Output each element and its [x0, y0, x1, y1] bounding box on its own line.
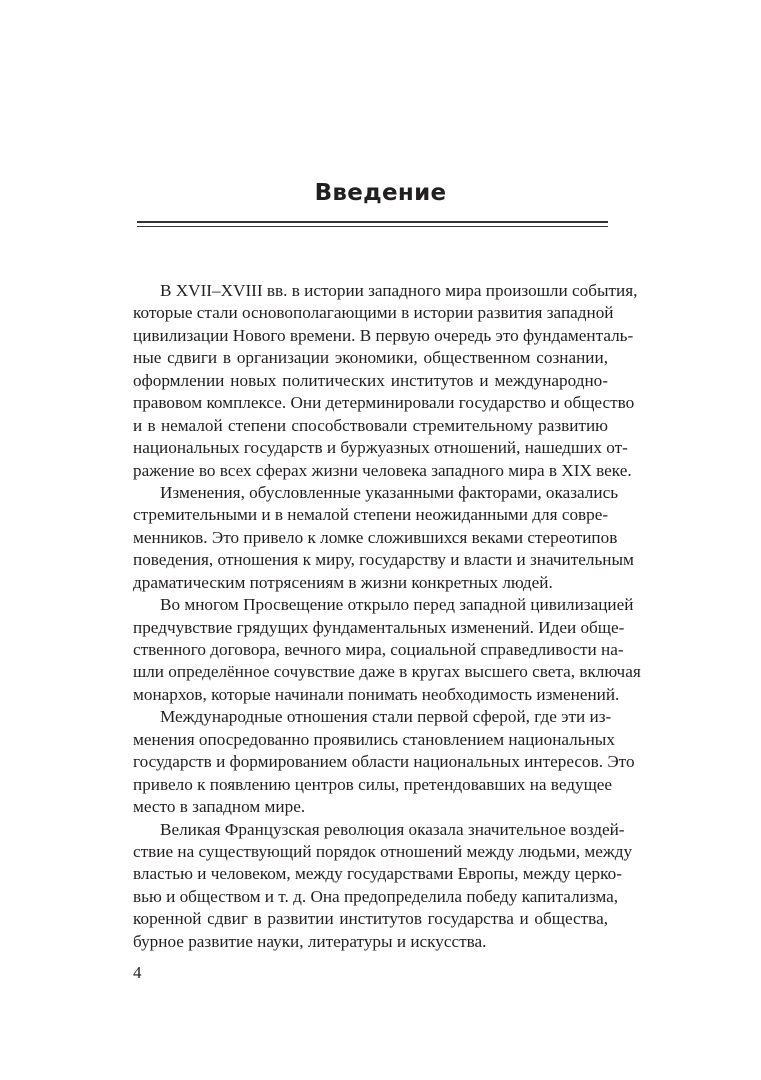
text-line: ствие на существующий порядок отношений между людьми, между — [133, 841, 633, 861]
page-number: 4 — [133, 963, 142, 982]
text-line: оформлении новых политических институтов и международно- — [133, 370, 608, 390]
text-line: и в немалой степени способствовали стремительному развитию — [133, 415, 608, 435]
text-line: поведения, отношения к миру, государству и власти и значительным — [133, 550, 634, 570]
title-rule-bottom — [137, 226, 608, 227]
paragraph — [133, 819, 633, 954]
text-line: правовом комплексе. Они детерминировали государство и общество — [133, 393, 635, 413]
text-line: монархов, которые начинали понимать необходимость изменений. — [133, 684, 620, 704]
text-line: шли определённое сочувствие даже в кругах высшего света, включая — [133, 662, 641, 682]
text-line: коренной сдвиг в развитии институтов государства и общества, — [133, 909, 608, 929]
text-line: стремительными и в немалой степени неожиданными для совре- — [133, 505, 609, 525]
text-line: Международные отношения стали первой сферой, где эти из- — [160, 707, 612, 727]
paragraph — [133, 706, 635, 818]
chapter-title: Введение — [314, 180, 447, 206]
paragraph — [133, 280, 638, 482]
body-text — [133, 280, 641, 953]
text-line: национальных государств и буржуазных отношений, нашедших от- — [133, 438, 628, 458]
paragraph — [133, 594, 641, 706]
text-line: бурное развитие науки, литературы и искусства. — [133, 931, 487, 951]
text-line: Во многом Просвещение открыло перед западной цивилизацией — [160, 595, 634, 615]
text-line: менников. Это привело к ломке сложившихся веками стереотипов — [133, 527, 618, 547]
text-line: драматическим потрясениям в жизни конкретных людей. — [133, 572, 553, 592]
title-rule-top — [137, 221, 608, 223]
text-line: Изменения, обусловленные указанными факторами, оказались — [160, 482, 619, 502]
text-line: вью и обществом и т. д. Она предопределила победу капитализма, — [133, 886, 619, 906]
text-line: ные сдвиги в организации экономики, общественном сознании, — [133, 348, 608, 368]
text-line: властью и человеком, между государствами Европы, между церко- — [133, 864, 622, 884]
text-line: ражение во всех сферах жизни человека западного мира в XIX веке. — [133, 460, 632, 480]
text-line: предчувствие грядущих фундаментальных изменений. Идеи обще- — [133, 617, 625, 637]
text-line: которые стали основополагающими в истории развития западной — [133, 303, 614, 323]
text-line: цивилизации Нового времени. В первую очередь это фундаменталь- — [133, 325, 634, 345]
text-line: В XVII–XVIII вв. в истории западного мира произошли события, — [160, 281, 638, 300]
paragraph — [133, 482, 634, 594]
text-line: менения опосредованно проявились становлением национальных — [133, 729, 615, 749]
text-line: государств и формированием области национальных интересов. Это — [133, 752, 635, 772]
text-line: Великая Французская революция оказала значительное воздей- — [160, 819, 625, 839]
text-line: привело к появлению центров силы, претендовавших на ведущее — [133, 774, 613, 794]
text-line: ственного договора, вечного мира, социальной справедливости на- — [133, 640, 624, 659]
text-line: место в западном мире. — [133, 797, 306, 817]
